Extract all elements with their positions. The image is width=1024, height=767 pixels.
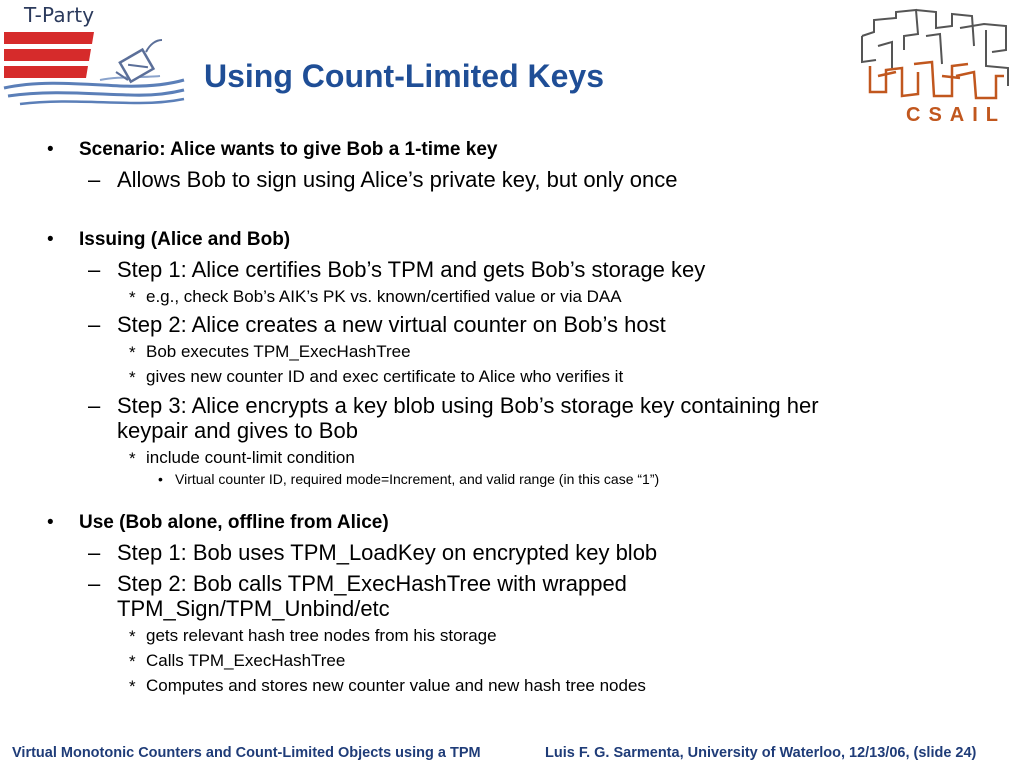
use-step2-line1: Step 2: Bob calls TPM_ExecHashTree with wrapped bbox=[117, 571, 627, 596]
use-heading: Use (Bob alone, offline from Alice) bbox=[79, 512, 389, 533]
issuing-step3-detail bbox=[158, 471, 660, 487]
star-marker: * bbox=[129, 627, 136, 646]
issuing-step3-line2: keypair and gives to Bob bbox=[117, 418, 358, 443]
use-step2-note2 bbox=[129, 651, 346, 671]
scenario-heading: Scenario: Alice wants to give Bob a 1-time key bbox=[79, 139, 498, 160]
issuing-step2-note1 bbox=[129, 342, 411, 362]
star-marker: * bbox=[129, 652, 136, 671]
bullet-marker: • bbox=[158, 471, 163, 487]
slide-footer bbox=[0, 745, 1024, 767]
dash-marker: – bbox=[88, 571, 101, 596]
use-step2-note2-text: Calls TPM_ExecHashTree bbox=[146, 651, 346, 670]
dash-marker: – bbox=[88, 540, 101, 565]
issuing-step3-note bbox=[129, 448, 355, 468]
dash-marker: – bbox=[88, 393, 101, 418]
bullet-marker: • bbox=[47, 139, 54, 160]
issuing-step3-detail-text: Virtual counter ID, required mode=Increment, and valid range (in this case “1”) bbox=[175, 471, 660, 487]
bullet-issuing bbox=[47, 229, 291, 251]
bullet-marker: • bbox=[47, 512, 54, 533]
issuing-step2-note2 bbox=[129, 367, 624, 387]
star-marker: * bbox=[129, 343, 136, 362]
dash-marker: – bbox=[88, 312, 101, 337]
issuing-step3-note-text: include count-limit condition bbox=[146, 448, 355, 467]
dash-marker: – bbox=[88, 257, 101, 282]
use-step2-note1-text: gets relevant hash tree nodes from his storage bbox=[146, 626, 497, 645]
footer-left: Virtual Monotonic Counters and Count-Limited Objects using a TPM bbox=[12, 745, 481, 761]
use-step2 bbox=[88, 571, 627, 597]
issuing-step3-cont bbox=[117, 418, 358, 444]
csail-logo-text: CSAIL bbox=[906, 104, 1006, 126]
issuing-step1-note-text: e.g., check Bob’s AIK’s PK vs. known/certified value or via DAA bbox=[146, 287, 622, 306]
use-step2-note3-text: Computes and stores new counter value and new hash tree nodes bbox=[146, 676, 646, 695]
footer-right: Luis F. G. Sarmenta, University of Waterloo, 12/13/06, (slide 24) bbox=[545, 745, 977, 761]
issuing-step2-text: Step 2: Alice creates a new virtual counter on Bob’s host bbox=[117, 312, 666, 337]
csail-building-graphic bbox=[856, 6, 1016, 106]
use-step1 bbox=[88, 540, 658, 566]
use-step2-cont bbox=[117, 596, 390, 622]
issuing-step1-text: Step 1: Alice certifies Bob’s TPM and gets Bob’s storage key bbox=[117, 257, 706, 282]
bullet-marker: • bbox=[47, 229, 54, 250]
use-step2-note3 bbox=[129, 676, 646, 696]
scenario-sub-text: Allows Bob to sign using Alice’s private key, but only once bbox=[117, 167, 678, 192]
csail-logo bbox=[856, 6, 1016, 124]
issuing-step2-note1-text: Bob executes TPM_ExecHashTree bbox=[146, 342, 411, 361]
star-marker: * bbox=[129, 677, 136, 696]
use-step2-line2: TPM_Sign/TPM_Unbind/etc bbox=[117, 596, 390, 621]
star-marker: * bbox=[129, 288, 136, 307]
star-marker: * bbox=[129, 449, 136, 468]
issuing-step1 bbox=[88, 257, 706, 283]
issuing-step1-note bbox=[129, 287, 622, 307]
use-step2-note1 bbox=[129, 626, 497, 646]
dash-marker: – bbox=[88, 167, 101, 192]
issuing-step3 bbox=[88, 393, 819, 419]
bullet-scenario bbox=[47, 139, 498, 161]
issuing-step3-line1: Step 3: Alice encrypts a key blob using Bob’s storage key containing her bbox=[117, 393, 819, 418]
tparty-logo bbox=[0, 0, 190, 112]
tparty-logo-text: T-Party bbox=[24, 3, 95, 27]
page-title: Using Count-Limited Keys bbox=[204, 58, 605, 94]
bullet-use bbox=[47, 512, 389, 534]
issuing-heading: Issuing (Alice and Bob) bbox=[79, 229, 291, 250]
scenario-sub bbox=[88, 167, 678, 193]
use-step1-text: Step 1: Bob uses TPM_LoadKey on encrypted key blob bbox=[117, 540, 658, 565]
star-marker: * bbox=[129, 368, 136, 387]
issuing-step2 bbox=[88, 312, 666, 338]
issuing-step2-note2-text: gives new counter ID and exec certificate to Alice who verifies it bbox=[146, 367, 624, 386]
